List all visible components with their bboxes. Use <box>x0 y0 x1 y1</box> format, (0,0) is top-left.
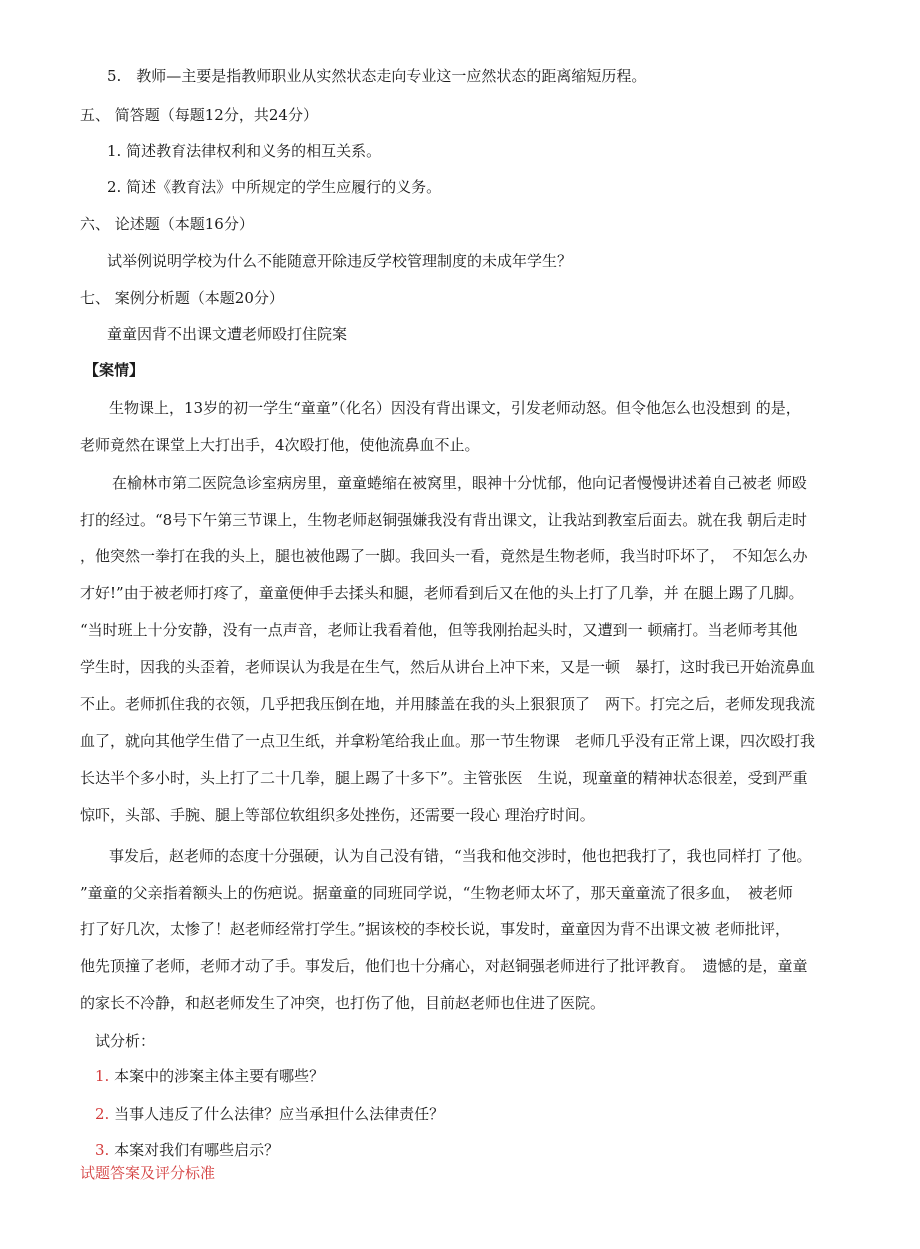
case-p2-line: 血了，就向其他学生借了一点卫生纸，并拿粉笔给我止血。那一节生物课 老师几乎没有正常上课，四次殴打我 <box>80 732 816 750</box>
section-6-title: 六、 论述题（本题16分） <box>80 215 254 233</box>
analysis-question-2 <box>95 1104 444 1124</box>
question-text: 本案对我们有哪些启示？ <box>114 1141 280 1159</box>
case-p1-line: 生物课上，13岁的初一学生“童童”（化名）因没有背出课文，引发老师动怒。但令他怎么也没想到 的是， <box>109 399 801 417</box>
answer-heading: 试题答案及评分标准 <box>80 1164 216 1182</box>
case-p2-line: 长达半个多小时，头上打了二十几拳，腿上踢了十多下”。主管张医 生说，现童童的精神状态很差，受到严重 <box>80 769 808 787</box>
analysis-question-3 <box>95 1140 279 1160</box>
case-p3-line: 他先顶撞了老师，老师才动了手。事发后，他们也十分痛心，对赵铜强老师进行了批评教育。 遗憾的是，童童 <box>80 957 808 975</box>
question-number: 3. <box>95 1141 110 1159</box>
section-6-question: 试举例说明学校为什么不能随意开除违反学校管理制度的未成年学生？ <box>107 252 573 270</box>
section-5-title: 五、 简答题（每题12分，共24分） <box>80 106 318 124</box>
case-p2-line: ，他突然一拳打在我的头上，腿也被他踢了一脚。我回头一看，竟然是生物老师，我当时吓坏了， 不知怎么办 <box>80 547 808 565</box>
question-5: 5. 教师—主要是指教师职业从实然状态走向专业这一应然状态的距离缩短历程。 <box>107 67 647 85</box>
case-p1-line: 老师竟然在课堂上大打出手，4次殴打他，使他流鼻血不止。 <box>80 436 480 454</box>
analysis-label: 试分析： <box>95 1032 156 1050</box>
case-p2-line: 学生时，因我的头歪着，老师误认为我是在生气，然后从讲台上冲下来，又是一顿 暴打，这时我已开始流鼻血 <box>80 658 816 676</box>
case-title: 童童因背不出课文遭老师殴打住院案 <box>107 325 348 343</box>
case-p3-line: ”童童的父亲指着额头上的伤疤说。据童童的同班同学说，“生物老师太坏了，那天童童流了很多血， 被老师 <box>80 884 793 902</box>
case-p3-line: 打了好几次，太惨了！赵老师经常打学生。”据该校的李校长说，事发时，童童因为背不出课文被 老师批评， <box>80 920 790 938</box>
question-text: 当事人违反了什么法律？应当承担什么法律责任？ <box>114 1105 445 1123</box>
case-p3-line: 事发后，赵老师的态度十分强硬，认为自己没有错，“当我和他交涉时，他也把我打了，我也同样打 了他。 <box>109 847 812 865</box>
case-p2-line: 惊吓，头部、手腕、腿上等部位软组织多处挫伤，还需要一段心 理治疗时间。 <box>80 806 595 824</box>
question-number: 1. <box>95 1067 110 1085</box>
section-7-title: 七、 案例分析题（本题20分） <box>80 289 284 307</box>
case-p3-line: 的家长不冷静，和赵老师发生了冲突，也打伤了他，目前赵老师也住进了医院。 <box>80 994 606 1012</box>
question-text: 本案中的涉案主体主要有哪些？ <box>114 1067 325 1085</box>
case-label: 【案情】 <box>84 361 145 379</box>
case-p2-line: 在榆林市第二医院急诊室病房里，童童蜷缩在被窝里，眼神十分忧郁，他向记者慢慢讲述着自己被老 师殴 <box>112 474 807 492</box>
analysis-question-1 <box>95 1066 324 1086</box>
question-number: 2. <box>95 1105 110 1123</box>
case-p2-line: 打的经过。“8号下午第三节课上，生物老师赵铜强嫌我没有背出课文，让我站到教室后面去。就在我 朝后走时 <box>80 511 807 529</box>
case-p2-line: 不止。老师抓住我的衣领，几乎把我压倒在地，并用膝盖在我的头上狠狠顶了 两下。打完之后，老师发现我流 <box>80 695 816 713</box>
section-5-item-2: 2. 简述《教育法》中所规定的学生应履行的义务。 <box>107 178 442 196</box>
case-p2-line: “当时班上十分安静，没有一点声音，老师让我看着他，但等我刚抬起头时，又遭到一 顿痛打。当老师考其他 <box>80 621 798 639</box>
case-p2-line: 才好!”由于被老师打疼了，童童便伸手去揉头和腿，老师看到后又在他的头上打了几拳，并 在腿上踢了几脚。 <box>80 584 804 602</box>
section-5-item-1: 1. 简述教育法律权利和义务的相互关系。 <box>107 142 382 160</box>
